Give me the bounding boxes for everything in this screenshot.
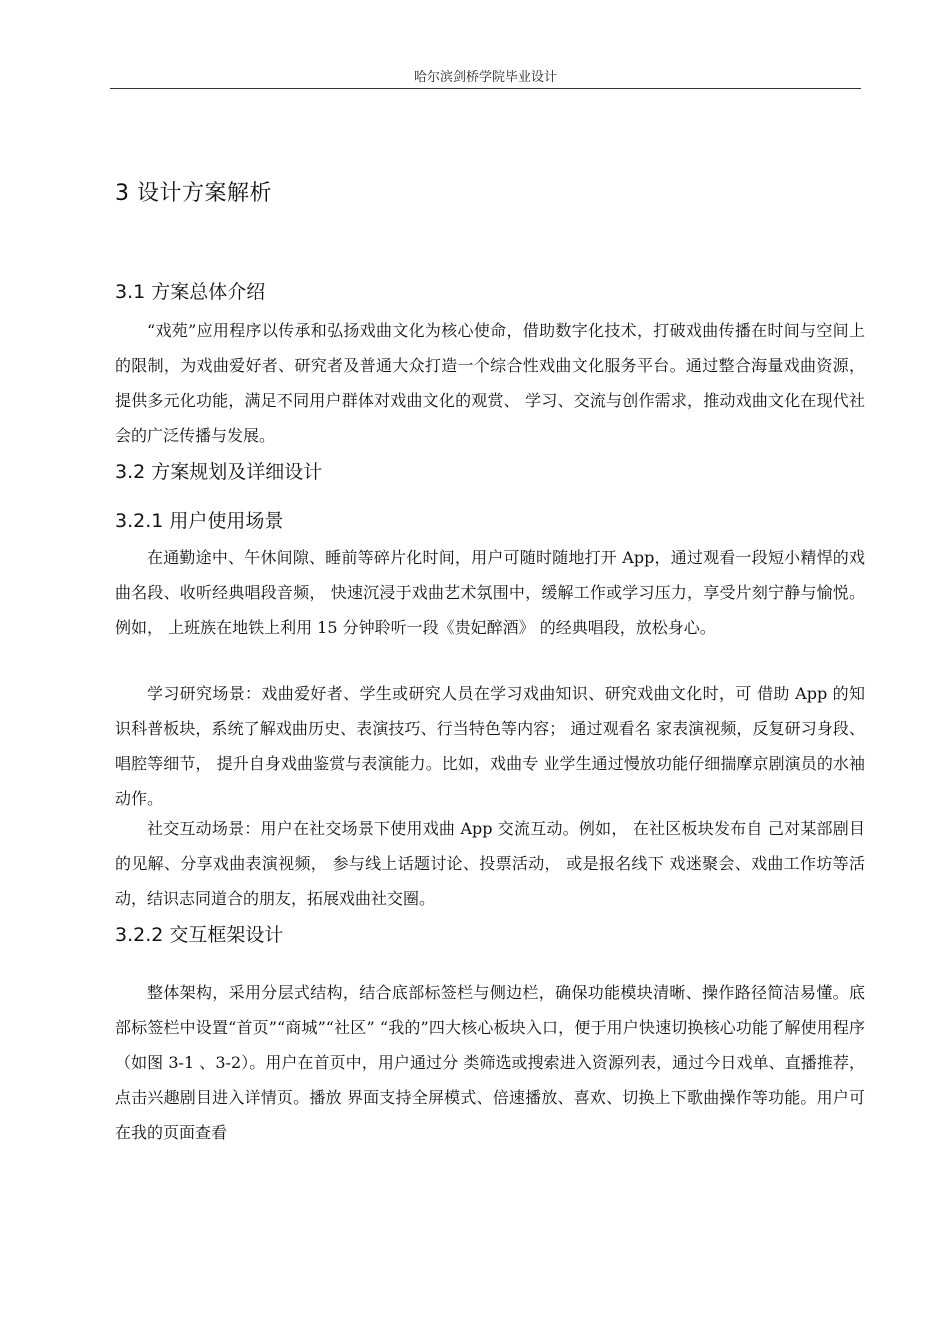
chapter-title: 3 设计方案解析	[115, 181, 272, 206]
section-3-1-heading: 3.1 方案总体介绍	[115, 281, 266, 303]
section-3-2-1-paragraph-3: 社交互动场景：用户在社交场景下使用戏曲 App 交流互动。例如， 在社区板块发布自 己对某部剧目的见解、分享戏曲表演视频， 参与线上话题讨论、投票活动， 或是报名线下 戏迷聚会、戏曲工作坊等活动，结识志同道合的朋友，拓展戏曲社交圈。	[115, 819, 865, 908]
section-3-2-1-paragraph-1: 在通勤途中、午休间隙、睡前等碎片化时间，用户可随时随地打开 App，通过观看一段短小精悍的戏曲名段、收听经典唱段音频， 快速沉浸于戏曲艺术氛围中，缓解工作或学习压力，享受片刻宁静与愉悦。例如， 上班族在地铁上利用 15 分钟聆听一段《贵妃醉酒》 的经典唱段，放松身心。	[115, 548, 865, 637]
section-3-2-1-heading: 3.2.1 用户使用场景	[115, 510, 284, 532]
page-header: 哈尔滨剑桥学院毕业设计	[413, 70, 557, 85]
section-3-2-1-paragraph-2: 学习研究场景：戏曲爱好者、学生或研究人员在学习戏曲知识、研究戏曲文化时，可 借助 App 的知识科普板块，系统了解戏曲历史、表演技巧、行当特色等内容； 通过观看名 家表演视频，反复研习身段、唱腔等细节， 提升自身戏曲鉴赏与表演能力。比如，戏曲专 业学生通过慢放功能仔细揣摩京剧演员的水袖动作。	[115, 684, 865, 808]
section-3-2-2-heading: 3.2.2 交互框架设计	[115, 924, 284, 946]
section-3-1-paragraph: “戏苑”应用程序以传承和弘扬戏曲文化为核心使命，借助数字化技术，打破戏曲传播在时间与空间上的限制，为戏曲爱好者、研究者及普通大众打造一个综合性戏曲文化服务平台。通过整合海量戏曲资源，提供多元化功能，满足不同用户群体对戏曲文化的观赏、 学习、交流与创作需求，推动戏曲文化在现代社会的广泛传播与发展。	[115, 321, 865, 445]
section-3-2-heading: 3.2 方案规划及详细设计	[115, 461, 323, 483]
header-divider	[110, 88, 861, 89]
section-3-2-2-paragraph-1: 整体架构，采用分层式结构，结合底部标签栏与侧边栏，确保功能模块清晰、操作路径简洁易懂。底部标签栏中设置“首页”“商城”“社区” “我的”四大核心板块入口，便于用户快速切换核心功能了解使用程序（如图 3-1 、3-2）。用户在首页中，用户通过分 类筛选或搜索进入资源列表，通过今日戏单、直播推荐，点击兴趣剧目进入详情页。播放 界面支持全屏模式、倍速播放、喜欢、切换上下歌曲操作等功能。用户可在我的页面查看	[115, 983, 865, 1142]
